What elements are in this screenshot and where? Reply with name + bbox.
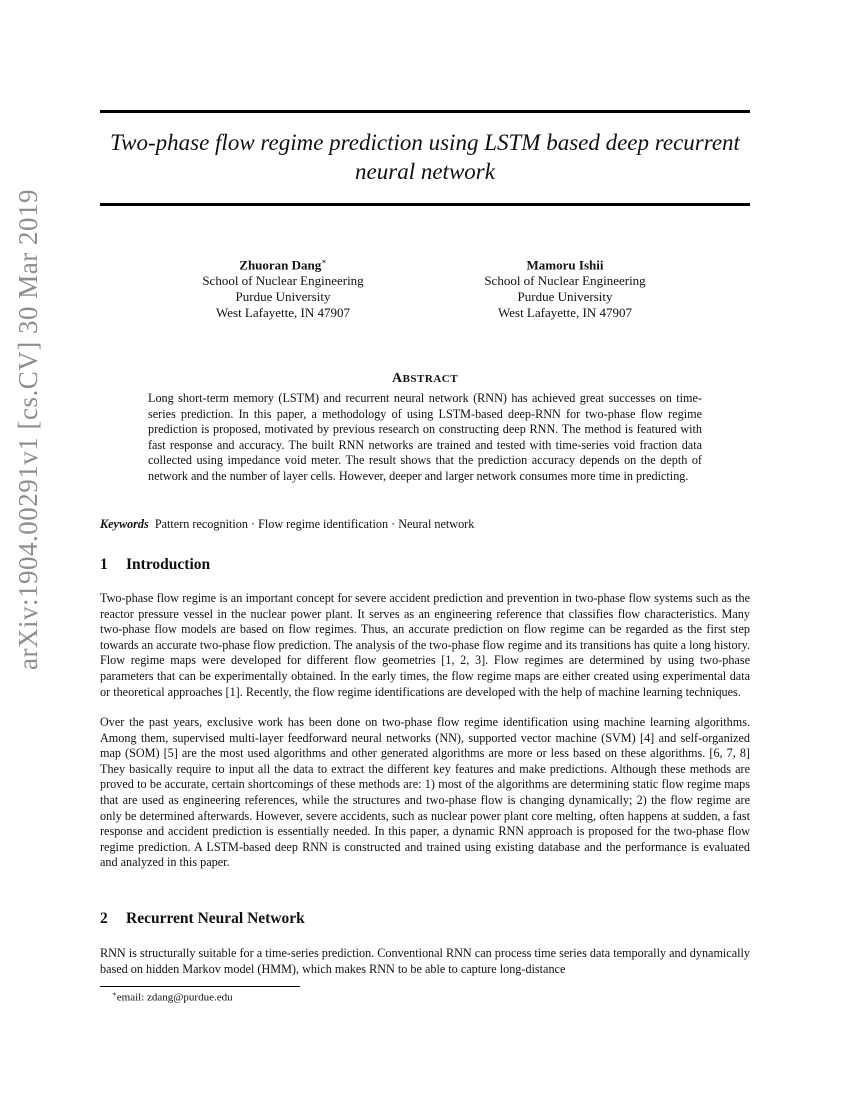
author-block bbox=[445, 254, 685, 321]
author-name: Mamoru Ishii bbox=[526, 257, 604, 273]
author-affiliation: School of Nuclear Engineering bbox=[202, 273, 364, 289]
intro-paragraph-1: Two-phase flow regime is an important concept for severe accident prediction and prevention in two-phase flow systems such as the reactor pressure vessel in the nuclear power plant. It serves as an engineering reference that classifies flow characteristics. Many two-phase flow models are based on flow regimes. Thus, an accurate prediction on flow regime can be regarded as the first step towards an accurate two-phase flow prediction. The analysis of the two-phase flow regime and its transitions has quite a long history. Flow regime maps were developed for different flow geometries [1, 2, 3]. Flow regimes are determined by using two-phase parameters that can be experimentally obtained. In the early times, the flow regime maps are either created using experimental data or theoretical approaches [1]. Recently, the flow regime identifications are developed with the help of machine learning techniques. bbox=[100, 591, 750, 699]
author-address: West Lafayette, IN 47907 bbox=[216, 305, 350, 321]
abstract-heading: ABSTRACT bbox=[391, 371, 459, 386]
title-rule-top bbox=[100, 110, 750, 113]
footnote-rule bbox=[100, 986, 300, 987]
section-heading-rnn: 2 Recurrent Neural Network bbox=[100, 910, 305, 927]
author-affiliation: School of Nuclear Engineering bbox=[484, 273, 646, 289]
author-footnote-mark: ∗ bbox=[321, 257, 327, 266]
footnote-email: email: zdang@purdue.edu bbox=[116, 991, 233, 1004]
footnote-mark: ∗ bbox=[112, 990, 117, 998]
rnn-paragraph-1: RNN is structurally suitable for a time-series prediction. Conventional RNN can process time series data temporally and dynamically based on hidden Markov model (HMM), which makes RNN to be able to capture long-distance bbox=[100, 946, 750, 976]
footnote bbox=[112, 990, 233, 1004]
author-university: Purdue University bbox=[517, 289, 613, 305]
keywords-line bbox=[100, 517, 474, 532]
author-name: Zhuoran Dang bbox=[239, 257, 322, 273]
keywords-label: Keywords bbox=[100, 517, 149, 531]
keywords-list: Pattern recognition · Flow regime identification · Neural network bbox=[154, 517, 475, 531]
arxiv-id: arXiv:1904.00291v1 [cs.CV] 30 Mar 2019 bbox=[12, 189, 43, 670]
title-rule-bottom bbox=[100, 203, 750, 206]
author-address: West Lafayette, IN 47907 bbox=[498, 305, 632, 321]
author-university: Purdue University bbox=[235, 289, 331, 305]
intro-paragraph-2: Over the past years, exclusive work has been done on two-phase flow regime identification using machine learning algorithms. Among them, supervised multi-layer feedforward neural networks (NN), supported vector machine (SVM) [4] and self-organized map (SOM) [5] are the most used algorithms and other generated algorithms are more or less based on these algorithms. [6, 7, 8] They basically require to input all the data to extract the different key features and make predictions. Although these methods are proved to be accurate, certain shortcomings of these methods are: 1) most of the algorithms are determining static flow regime maps that are used as engineering references, while the structures and two-phase flow is changing dynamically; 2) the flow regime are only be determined afterwards. However, severe accidents, such as nuclear power plant core melting, often happens at sudden, a fast response and accident prediction is essentially needed. In this paper, a dynamic RNN approach is proposed for the two-phase flow regime prediction. A LSTM-based deep RNN is constructed and trained using existing database and the performance is evaluated and analyzed in this paper. bbox=[100, 715, 750, 870]
author-block bbox=[163, 254, 403, 321]
abstract-text: Long short-term memory (LSTM) and recurrent neural network (RNN) has achieved great successes on time-series prediction. In this paper, a methodology of using LSTM-based deep-RNN for two-phase flow regime prediction is proposed, motivated by previous research on constructing deep RNN. The method is featured with fast response and accuracy. The built RNN networks are trained and tested with time-series void fraction data collected using impedance void meter. The result shows that the prediction accuracy depends on the depth of network and the number of layer cells. However, deeper and larger network consumes more time in predicting. bbox=[148, 391, 702, 483]
paper-title: Two-phase flow regime prediction using LSTM based deep recurrent neural network bbox=[110, 130, 740, 184]
arxiv-sidebar-stamp bbox=[8, 0, 48, 1100]
section-heading-introduction: 1 Introduction bbox=[100, 556, 211, 573]
